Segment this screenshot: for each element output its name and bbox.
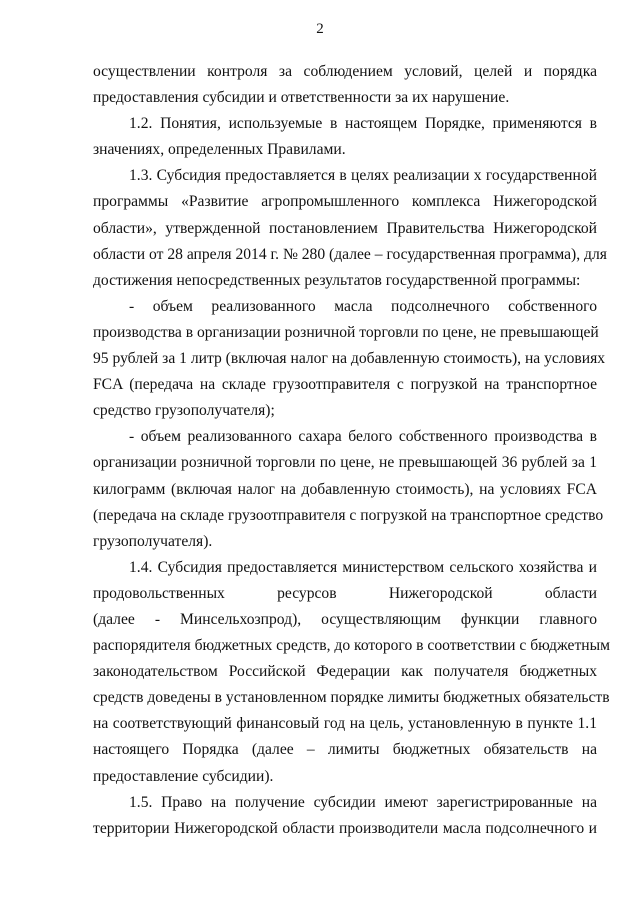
text-line: 1.3. Субсидия предоставляется в целях реализации х государственной xyxy=(129,167,597,185)
text-line: килограмм (включая налог на добавленную стоимость), на условиях FCA xyxy=(93,480,597,498)
text-line: программы «Развитие агропромышленного комплекса Нижегородской xyxy=(93,193,597,211)
body-text xyxy=(93,59,610,842)
text-line: грузополучателя). xyxy=(93,532,213,550)
text-line: 1.2. Понятия, используемые в настоящем Порядке, применяются в xyxy=(129,115,597,133)
text-line: - объем реализованного масла подсолнечного собственного xyxy=(129,297,597,315)
text-line: значениях, определенных Правилами. xyxy=(93,141,346,159)
text-line: (передача на складе грузоотправителя с погрузкой на транспортное средство xyxy=(93,506,604,524)
text-line: законодательством Российской Федерации как получателя бюджетных xyxy=(93,663,597,681)
text-line: средство грузополучателя); xyxy=(93,402,275,420)
text-line: территории Нижегородской области производители масла подсолнечного и xyxy=(93,819,597,837)
text-line: - объем реализованного сахара белого собственного производства в xyxy=(129,428,597,446)
text-line: достижения непосредственных результатов государственной программы: xyxy=(93,271,581,289)
text-line: распорядителя бюджетных средств, до которого в соответствии с бюджетным xyxy=(93,637,610,655)
text-line: 1.5. Право на получение субсидии имеют зарегистрированные на xyxy=(129,793,597,811)
text-line: предоставление субсидии). xyxy=(93,767,274,785)
text-line: 95 рублей за 1 литр (включая налог на добавленную стоимость), на условиях xyxy=(93,350,606,368)
text-line: средств доведены в установленном порядке лимиты бюджетных обязательств xyxy=(93,689,610,707)
page-number: 2 xyxy=(316,21,324,37)
text-line: организации розничной торговли по цене, не превышающей 36 рублей за 1 xyxy=(93,454,597,472)
text-line: FCA (передача на складе грузоотправителя с погрузкой на транспортное xyxy=(93,376,597,394)
text-line: предоставления субсидии и ответственности за их нарушение. xyxy=(93,89,510,107)
text-line: (далее - Минсельхозпрод), осуществляющим функции главного xyxy=(93,610,597,628)
text-line: области», утвержденной постановлением Правительства Нижегородской xyxy=(93,219,597,237)
text-line: области от 28 апреля 2014 г. № 280 (далее – государственная программа), для xyxy=(93,245,607,263)
text-line: производства в организации розничной торговли по цене, не превышающей xyxy=(93,323,599,341)
text-line: 1.4. Субсидия предоставляется министерством сельского хозяйства и xyxy=(129,558,597,576)
text-line: продовольственных ресурсов Нижегородской области xyxy=(93,584,597,602)
text-line: на соответствующий финансовый год на цель, установленную в пункте 1.1 xyxy=(93,715,597,733)
text-line: осуществлении контроля за соблюдением условий, целей и порядка xyxy=(93,63,597,80)
text-line: настоящего Порядка (далее – лимиты бюджетных обязательств на xyxy=(93,741,597,759)
